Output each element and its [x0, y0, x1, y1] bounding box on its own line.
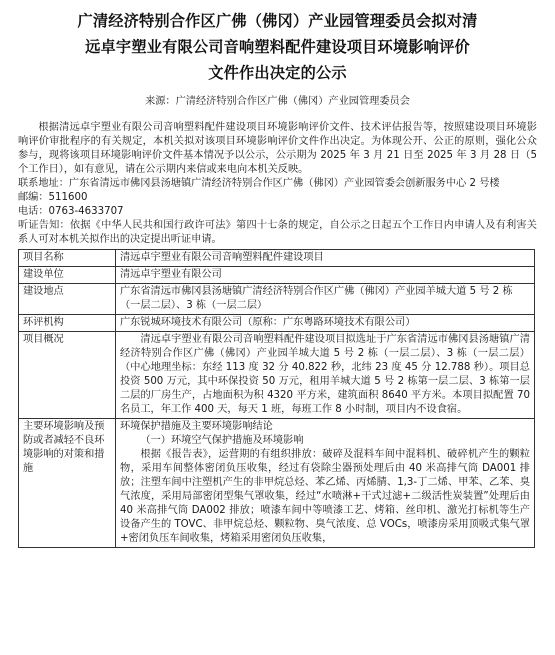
contact-address: 联系地址：广东省清远市佛冈县汤塘镇广清经济特别合作区广佛（佛冈）产业园管委会创新服务中心 2 号楼 — [18, 178, 500, 189]
measures-subheading: （一）环境空气保护措施及环境影响 — [140, 435, 304, 446]
table-row — [19, 284, 535, 315]
intro-paragraph: 根据清远卓宇塑业有限公司音响塑料配件建设项目环境影响评价文件、技术评估报告等，按照建设项目环境影响评价审批程序的有关规定，本机关拟对该项目环境影响评价文件作出决定。为体现公开、公正的原则，强化公众参与，现将该项目环境影响评价文件基本情况予以公示，公示期为 2025 年 3 月 21 日至 2025 年 3 月 28 日（5 个工作日），如有意见，请在公示期内来信或来电向本机关反映。 — [18, 122, 537, 175]
row-label: 项目名称 — [19, 250, 116, 267]
row-label: 建设单位 — [19, 267, 116, 284]
project-overview-text: 清远卓宇塑业有限公司音响塑料配件建设项目拟选址于广东省清远市佛冈县汤塘镇广清经济特别合作区广佛（佛冈）产业园羊城大道 5 号 2 栋（一层二层）、3 栋（一层二层）（中心地理坐标：东经 113 度 32 分 40.822 秒，北纬 23 度 45 分 12.788 秒）。项目总投资 500 万元，其中环保投资 50 万元，租用羊城大道 5 号 2 栋第一层二层、3 栋第一层二层的厂房生产，占地面积为积 4320 平方米，建筑面积 8640 平方米。本项目拟配置 70 名员工，年工作 400 天，每天 1 班，每班工作 8 小时制，项目内不设食宿。 — [120, 334, 530, 415]
row-label: 主要环境影响及预防或者减轻不良环境影响的对策和措施 — [19, 419, 116, 548]
contact-phone: 电话：0763-4633707 — [18, 206, 124, 217]
row-value: 清远卓宇塑业有限公司 — [116, 267, 535, 284]
measures-heading: 环境保护措施及主要环境影响结论 — [120, 421, 273, 432]
title-line-1: 广清经济特别合作区广佛（佛冈）产业园管理委员会拟对清 — [77, 12, 478, 30]
table-row — [19, 332, 535, 419]
table-row — [19, 419, 535, 548]
title-line-2: 远卓宇塑业有限公司音响塑料配件建设项目环境影响评价 — [85, 38, 470, 56]
row-label: 项目概况 — [19, 332, 116, 419]
row-value — [116, 419, 535, 548]
hearing-notice: 听证告知：依据《中华人民共和国行政许可法》第四十七条的规定，自公示之日起五个工作日内申请人及有利害关系人可对本机关拟作出的决定提出听证申请。 — [18, 220, 537, 245]
row-label: 建设地点 — [19, 284, 116, 315]
row-value: 广东省清远市佛冈县汤塘镇广清经济特别合作区广佛（佛冈）产业园羊城大道 5 号 2 栋（一层二层）、3 栋（一层二层） — [116, 284, 535, 315]
contact-postcode: 邮编：511600 — [18, 192, 88, 203]
table-row — [19, 315, 535, 332]
row-value: 广东锐城环境技术有限公司（原称：广东粤路环境技术有限公司） — [116, 315, 535, 332]
project-info-table — [18, 249, 535, 548]
table-row — [19, 267, 535, 284]
source-line: 来源：广清经济特别合作区广佛（佛冈）产业园管理委员会 — [145, 96, 410, 107]
row-value — [116, 332, 535, 419]
title-line-3: 文件作出决定的公示 — [208, 64, 347, 82]
measures-text: 根据《报告表》，运营期的有组织排放：破碎及混料车间中混料机、破碎机产生的颗粒物，采用车间整体密闭负压收集，经过有袋除尘器预处理后由 40 米高排气筒 DA001 排放；注塑车间中注塑机产生的非甲烷总烃、苯乙烯、丙烯腈、1,3-丁二烯、甲苯、乙苯、臭气浓度，采用局部密闭型集气罩收集，经过“水喷淋+干式过滤+二级活性炭装置”处理后由 40 米高排气筒 DA002 排放；喷漆车间中等喷漆工艺、烤箱、丝印机、激光打标机等生产设备产生的 TOVC、非甲烷总烃、颗粒物、臭气浓度、总 VOCs，喷漆房采用顶吸式集气罩+密闭负压车间收集，烤箱采用密闭负压收集， — [120, 449, 530, 544]
notice-title — [18, 8, 537, 86]
row-label: 环评机构 — [19, 315, 116, 332]
table-row — [19, 250, 535, 267]
row-value: 清远卓宇塑业有限公司音响塑料配件建设项目 — [116, 250, 535, 267]
